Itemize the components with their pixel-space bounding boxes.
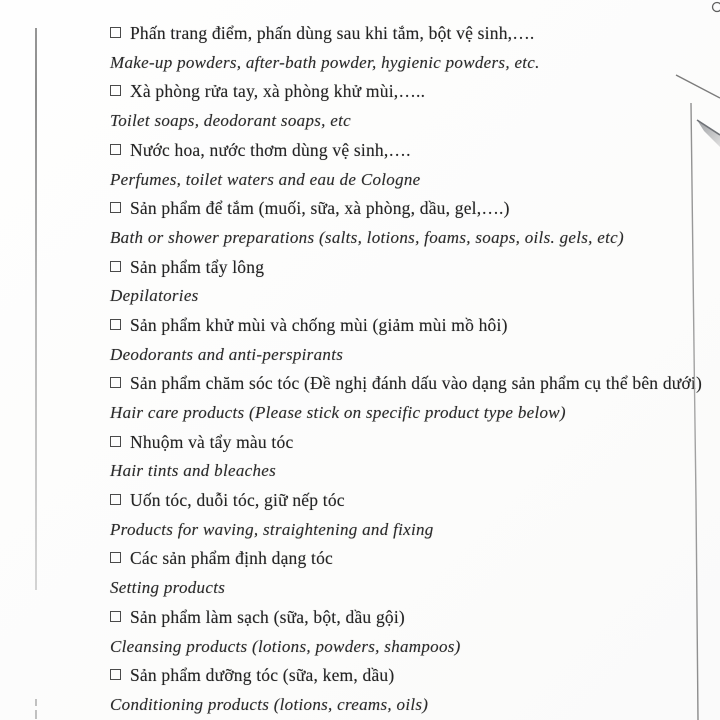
product-item-row [0,194,720,223]
product-label-english-italic: Products for waving, straightening and fixing [110,519,434,539]
product-item-row [0,253,720,282]
checkbox-unchecked-icon[interactable] [110,261,121,272]
product-label-english-italic: Cleansing products (lotions, powders, shampoos) [110,636,461,656]
product-label-vietnamese: Các sản phẩm định dạng tóc [130,548,333,569]
product-item-row [0,19,720,48]
product-label-english-italic: Deodorants and anti-perspirants [110,344,344,364]
product-item-row [0,544,720,573]
checkbox-unchecked-icon[interactable] [110,319,121,330]
product-item-row [0,428,720,457]
product-item-row [0,136,720,165]
product-label-english-italic: Setting products [110,578,226,598]
product-item-row [0,486,720,515]
checkbox-unchecked-icon[interactable] [110,377,121,388]
product-type-checklist [0,19,720,720]
product-label-english-italic: Depilatories [110,286,199,306]
product-label-vietnamese: Nhuộm và tẩy màu tóc [130,431,294,452]
product-item-row [0,77,720,106]
product-label-english-italic: Hair care products (Please stick on specific product type below) [110,403,566,423]
product-label-english-italic: Perfumes, toilet waters and eau de Cologne [110,169,421,189]
product-label-vietnamese: Phấn trang điểm, phấn dùng sau khi tắm, bột vệ sinh,…. [130,23,535,44]
product-label-english-italic: Conditioning products (lotions, creams, oils) [110,694,429,714]
checkbox-unchecked-icon[interactable] [110,27,121,38]
product-item-row [0,661,720,690]
product-item-row [0,311,720,340]
product-label-vietnamese: Uốn tóc, duỗi tóc, giữ nếp tóc [130,490,345,511]
product-label-vietnamese: Sản phẩm để tắm (muối, sữa, xà phòng, dầu, gel,….) [130,198,510,219]
product-label-vietnamese: Sản phẩm khử mùi và chống mùi (giảm mùi mồ hôi) [130,314,508,335]
checkbox-unchecked-icon[interactable] [110,552,121,563]
checkbox-unchecked-icon[interactable] [110,669,121,680]
product-label-vietnamese: Xà phòng rửa tay, xà phòng khử mùi,….. [130,81,426,102]
product-label-vietnamese: Sản phẩm làm sạch (sữa, bột, dầu gội) [130,606,405,627]
checkbox-unchecked-icon[interactable] [110,85,121,96]
checkbox-unchecked-icon[interactable] [110,436,121,447]
product-label-english-italic: Bath or shower preparations (salts, lotions, foams, soaps, oils. gels, etc) [110,227,624,247]
checkbox-unchecked-icon[interactable] [110,144,121,155]
product-label-english-italic: Make-up powders, after-bath powder, hygienic powders, etc. [110,52,540,72]
checkbox-unchecked-icon[interactable] [110,611,121,622]
product-item-row [0,603,720,632]
checkbox-unchecked-icon[interactable] [110,202,121,213]
product-label-vietnamese: Sản phẩm dưỡng tóc (sữa, kem, dầu) [130,665,395,686]
circular-corner-mark [713,3,720,12]
checkbox-unchecked-icon[interactable] [110,494,121,505]
product-label-english-italic: Toilet soaps, deodorant soaps, etc [110,111,351,131]
product-label-vietnamese: Sản phẩm tẩy lông [130,256,265,277]
product-label-vietnamese: Nước hoa, nước thơm dùng vệ sinh,…. [130,139,411,160]
product-item-row [0,369,720,398]
product-label-vietnamese: Sản phẩm chăm sóc tóc (Đề nghị đánh dấu vào dạng sản phẩm cụ thể bên dưới) [130,373,702,394]
product-label-english-italic: Hair tints and bleaches [110,461,277,481]
